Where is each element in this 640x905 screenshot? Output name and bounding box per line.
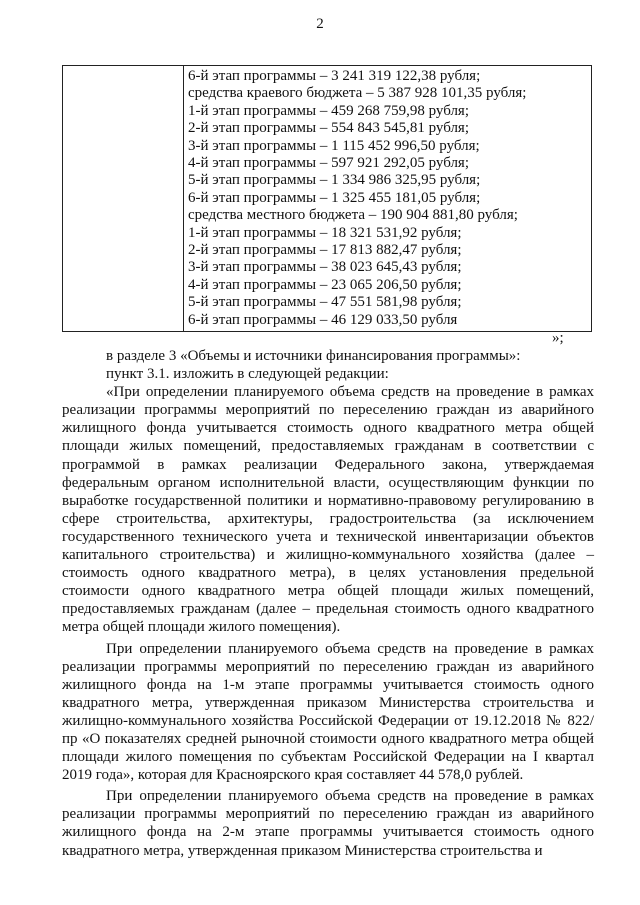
funding-table-value-cell <box>184 66 592 332</box>
funding-table-label-cell <box>63 66 184 332</box>
funding-line: 4-й этап программы – 597 921 292,05 рубля; <box>188 155 470 172</box>
funding-line: 3-й этап программы – 38 023 645,43 рубля; <box>188 259 462 276</box>
funding-table-row <box>63 66 592 332</box>
paragraph-2: При определении планируемого объема средств на проведение в рамках реализации программы мероприятий по переселению граждан из аварийного жилищного фонда на 1-м этапе программы учитывается стоимость одного квадратного метра, утвержденная приказом Министерства строительства и жилищно-коммунального хозяйства Российской Федерации от 19.12.2018 № 822/пр «О показателях средней рыночной стоимости одного квадратного метра общей площади жилого помещения по субъектам Российской Федерации на I квартал 2019 года», которая для Красноярского края составляет 44 578,0 рублей. <box>62 640 594 784</box>
funding-line: 1-й этап программы – 18 321 531,92 рубля; <box>188 224 462 241</box>
page-number: 2 <box>316 16 324 32</box>
funding-line: 1-й этап программы – 459 268 759,98 рубля; <box>188 102 470 119</box>
section-intro: в разделе 3 «Объемы и источники финансирования программы»: <box>106 348 521 364</box>
funding-line: средства местного бюджета – 190 904 881,80 рубля; <box>188 207 518 224</box>
funding-line: средства краевого бюджета – 5 387 928 101,35 рубля; <box>188 85 527 102</box>
funding-line: 6-й этап программы – 3 241 319 122,38 рубля; <box>188 68 481 84</box>
paragraph-3: При определении планируемого объема средств на проведение в рамках реализации программы мероприятий по переселению граждан из аварийного жилищного фонда на 2-м этапе программы учитывается стоимость одного квадратного метра, утвержденная приказом Министерства строительства и <box>62 788 594 859</box>
funding-line: 2-й этап программы – 17 813 882,47 рубля; <box>188 242 462 259</box>
funding-line: 6-й этап программы – 46 129 033,50 рубля <box>188 311 458 328</box>
document-body <box>62 347 594 860</box>
clause-intro: пункт 3.1. изложить в следующей редакции: <box>106 366 389 383</box>
paragraph-1: «При определении планируемого объема средств на проведение в рамках реализации программы мероприятий по переселению граждан из аварийного жилищного фонда учитывается стоимость одного квадратного метра общей площади жилых помещений, предоставляемых гражданам в соответствии с программой в рамках реализации Федерального закона, утверждаемая федеральным органом исполнительной власти, осуществляющим функции по выработке государственной политики и нормативно-правовому регулированию в сфере строительства, архитектуры, градостроительства (за исключением государственного технического учета и технической инвентаризации объектов капитального строительства) и жилищно-коммунального хозяйства (далее – стоимость одного квадратного метра), в целях установления предельной стоимости одного квадратного метра общей площади жилых помещений, предоставляемых гражданам (далее – предельная стоимость одного квадратного метра общей площади жилого помещения). <box>62 384 594 636</box>
funding-line: 5-й этап программы – 1 334 986 325,95 рубля; <box>188 172 481 189</box>
closing-quote: »; <box>552 330 564 346</box>
funding-line: 2-й этап программы – 554 843 545,81 рубля; <box>188 120 470 137</box>
funding-line: 5-й этап программы – 47 551 581,98 рубля; <box>188 294 462 311</box>
funding-line: 6-й этап программы – 1 325 455 181,05 рубля; <box>188 189 481 206</box>
funding-line: 4-й этап программы – 23 065 206,50 рубля; <box>188 276 462 293</box>
funding-line: 3-й этап программы – 1 115 452 996,50 рубля; <box>188 137 480 154</box>
funding-table <box>62 65 592 332</box>
